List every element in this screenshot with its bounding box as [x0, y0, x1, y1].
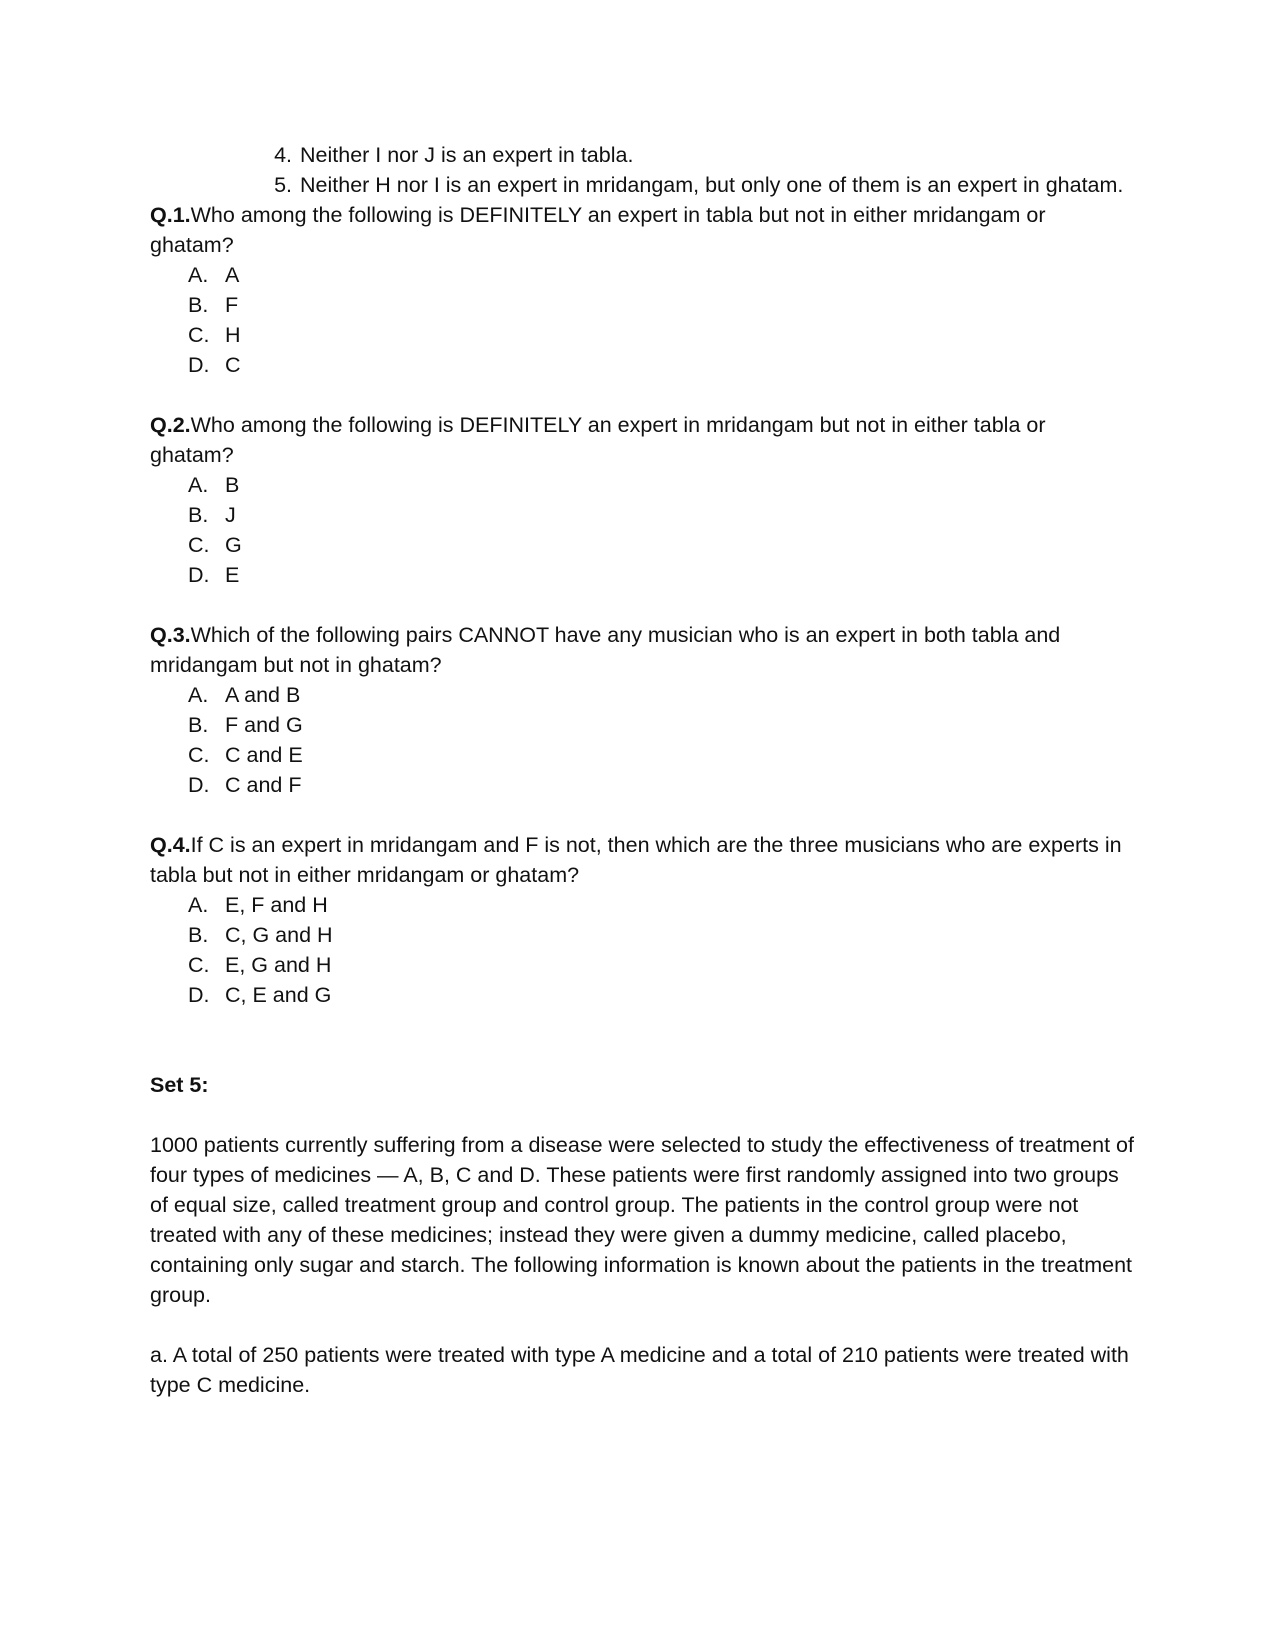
clue-text: Neither H nor I is an expert in mridangam, but only one of them is an expert in ghatam. — [300, 173, 1124, 197]
set-intro-paragraph: 1000 patients currently suffering from a disease were selected to study the effectiveness of treatment of four types of medicines — A, B, C and D. These patients were first randomly assigned into two groups of equal size, called treatment group and control group. The patients in the control group were not treated with any of these medicines; instead they were given a dummy medicine, called placebo, containing only sugar and starch. The following information is known about the patients in the treatment group. — [150, 1133, 1134, 1307]
question-block — [150, 410, 1135, 590]
option-item: B. J — [188, 503, 236, 527]
question-label: Q.3. — [150, 623, 191, 647]
clue-number: 4. — [274, 143, 292, 167]
question-text: Q.3.Which of the following pairs CANNOT have any musician who is an expert in both tabla and mridangam but not in ghatam? — [150, 623, 1061, 677]
set-heading: Set 5: — [150, 1073, 209, 1097]
option-list — [150, 680, 1135, 800]
option-item: A. E, F and H — [188, 893, 328, 917]
clue-item — [274, 170, 1135, 200]
clue-list — [150, 140, 1135, 200]
option-item: A. B — [188, 473, 240, 497]
option-item: D. C — [188, 353, 241, 377]
option-item: D. C and F — [188, 773, 302, 797]
question-block — [150, 620, 1135, 800]
clue-text: Neither I nor J is an expert in tabla. — [300, 143, 634, 167]
document-page — [150, 140, 1135, 1400]
question-block — [150, 830, 1135, 1010]
question-label: Q.4. — [150, 833, 191, 857]
set-point-a: a. A total of 250 patients were treated with type A medicine and a total of 210 patients were treated with type C medicine. — [150, 1343, 1129, 1397]
option-item: C. G — [188, 533, 242, 557]
question-text: Q.2.Who among the following is DEFINITELY an expert in mridangam but not in either tabla or ghatam? — [150, 413, 1046, 467]
option-item: B. F and G — [188, 713, 303, 737]
option-item: B. C, G and H — [188, 923, 333, 947]
option-item: C. H — [188, 323, 241, 347]
clue-item — [274, 140, 1135, 170]
option-item: D. C, E and G — [188, 983, 332, 1007]
question-label: Q.1. — [150, 203, 191, 227]
question-label: Q.2. — [150, 413, 191, 437]
option-item: C. E, G and H — [188, 953, 332, 977]
question-text: Q.1.Who among the following is DEFINITELY an expert in tabla but not in either mridangam or ghatam? — [150, 203, 1046, 257]
option-item: A. A and B — [188, 683, 301, 707]
option-list — [150, 890, 1135, 1010]
option-list — [150, 470, 1135, 590]
option-item: D. E — [188, 563, 240, 587]
option-item: A. A — [188, 263, 240, 287]
option-item: B. F — [188, 293, 239, 317]
option-list — [150, 260, 1135, 380]
clue-number: 5. — [274, 173, 292, 197]
question-text: Q.4.If C is an expert in mridangam and F is not, then which are the three musicians who are experts in tabla but not in either mridangam or ghatam? — [150, 833, 1122, 887]
option-item: C. C and E — [188, 743, 303, 767]
question-block — [150, 200, 1135, 380]
